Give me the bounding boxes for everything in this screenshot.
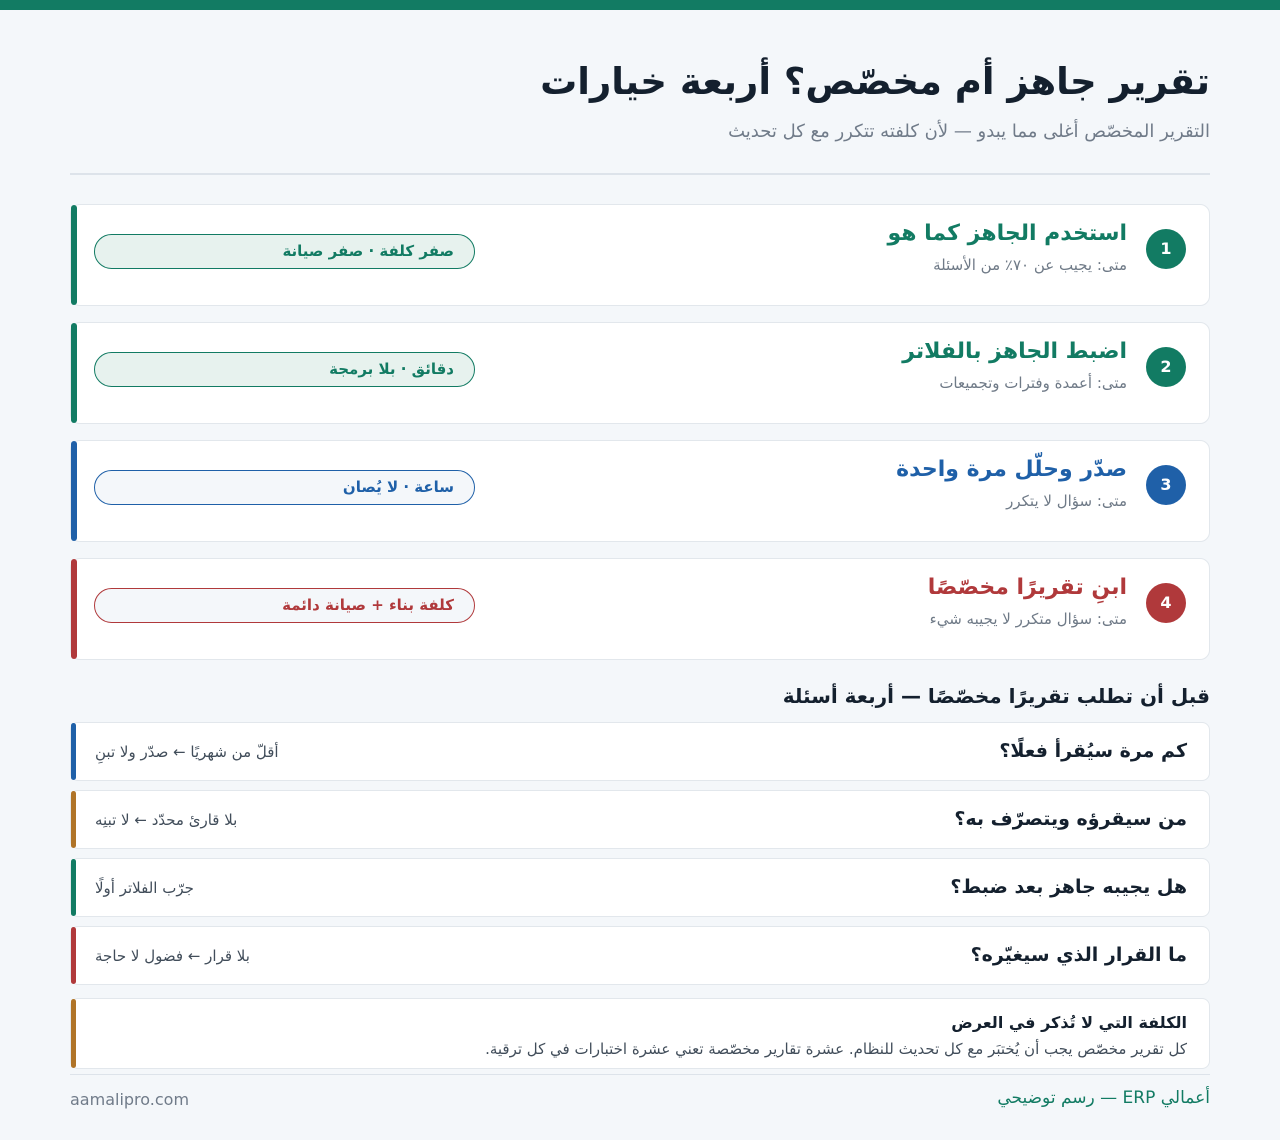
- question-accent-stripe: [71, 859, 76, 916]
- option-number-badge: 2: [1146, 347, 1186, 387]
- cost-note-callout: [70, 998, 1210, 1069]
- footer-divider: [70, 1074, 1210, 1075]
- option-number-badge: 1: [1146, 229, 1186, 269]
- option-title: ابنِ تقريرًا مخصّصًا: [927, 575, 1127, 600]
- option-when: متى: سؤال متكرر لا يجيبه شيء: [929, 610, 1127, 628]
- footer-site-link[interactable]: aamalipro.com: [70, 1090, 190, 1109]
- option-cost-tag: ساعة · لا يُصان: [94, 470, 475, 505]
- question-answer: أقلّ من شهريًا ← صدّر ولا تبنِ: [95, 743, 279, 761]
- question-text: ما القرار الذي سيغيّره؟: [970, 944, 1187, 966]
- option-cost-tag: صفر كلفة · صفر صيانة: [94, 234, 475, 269]
- option-title: استخدم الجاهز كما هو: [887, 221, 1127, 246]
- question-row-1: [70, 722, 1210, 781]
- footer-brand: أعمالي ERP — رسم توضيحي: [997, 1088, 1210, 1108]
- option-when: متى: أعمدة وفترات وتجميعات: [939, 374, 1127, 392]
- option-card-1: [70, 204, 1210, 306]
- option-title: اضبط الجاهز بالفلاتر: [902, 339, 1127, 364]
- card-accent-stripe: [71, 205, 77, 305]
- option-number-badge: 4: [1146, 583, 1186, 623]
- question-accent-stripe: [71, 927, 76, 984]
- page-subtitle: التقرير المخصّص أغلى مما يبدو — لأن كلفته تتكرر مع كل تحديث: [728, 121, 1210, 142]
- option-cost-tag: كلفة بناء + صيانة دائمة: [94, 588, 475, 623]
- option-title: صدّر وحلّل مرة واحدة: [896, 457, 1127, 482]
- question-answer: جرّب الفلاتر أولًا: [95, 879, 194, 897]
- option-card-2: [70, 322, 1210, 424]
- question-accent-stripe: [71, 723, 76, 780]
- card-accent-stripe: [71, 441, 77, 541]
- option-card-3: [70, 440, 1210, 542]
- note-body: كل تقرير مخصّص يجب أن يُختبَر مع كل تحديث للنظام. عشرة تقارير مخصّصة تعني عشرة اختبارات في كل ترقية.: [485, 1040, 1187, 1058]
- question-accent-stripe: [71, 791, 76, 848]
- header-divider: [70, 173, 1210, 175]
- note-title: الكلفة التي لا تُذكر في العرض: [951, 1013, 1187, 1032]
- questions-heading: قبل أن تطلب تقريرًا مخصّصًا — أربعة أسئلة: [782, 684, 1210, 708]
- option-when: متى: يجيب عن ٧٠٪ من الأسئلة: [933, 256, 1127, 274]
- question-row-3: [70, 858, 1210, 917]
- question-text: كم مرة سيُقرأ فعلًا؟: [999, 740, 1187, 762]
- note-accent-stripe: [71, 999, 76, 1068]
- question-text: من سيقرؤه ويتصرّف به؟: [954, 808, 1187, 830]
- question-text: هل يجيبه جاهز بعد ضبط؟: [950, 876, 1187, 898]
- option-when: متى: سؤال لا يتكرر: [1006, 492, 1127, 510]
- option-card-4: [70, 558, 1210, 660]
- card-accent-stripe: [71, 559, 77, 659]
- question-row-4: [70, 926, 1210, 985]
- question-row-2: [70, 790, 1210, 849]
- question-answer: بلا قرار ← فضول لا حاجة: [95, 947, 250, 965]
- page-title: تقرير جاهز أم مخصّص؟ أربعة خيارات: [540, 60, 1210, 103]
- option-cost-tag: دقائق · بلا برمجة: [94, 352, 475, 387]
- question-answer: بلا قارئ محدّد ← لا تبنِه: [95, 811, 238, 829]
- card-accent-stripe: [71, 323, 77, 423]
- option-number-badge: 3: [1146, 465, 1186, 505]
- top-accent-bar: [0, 0, 1280, 10]
